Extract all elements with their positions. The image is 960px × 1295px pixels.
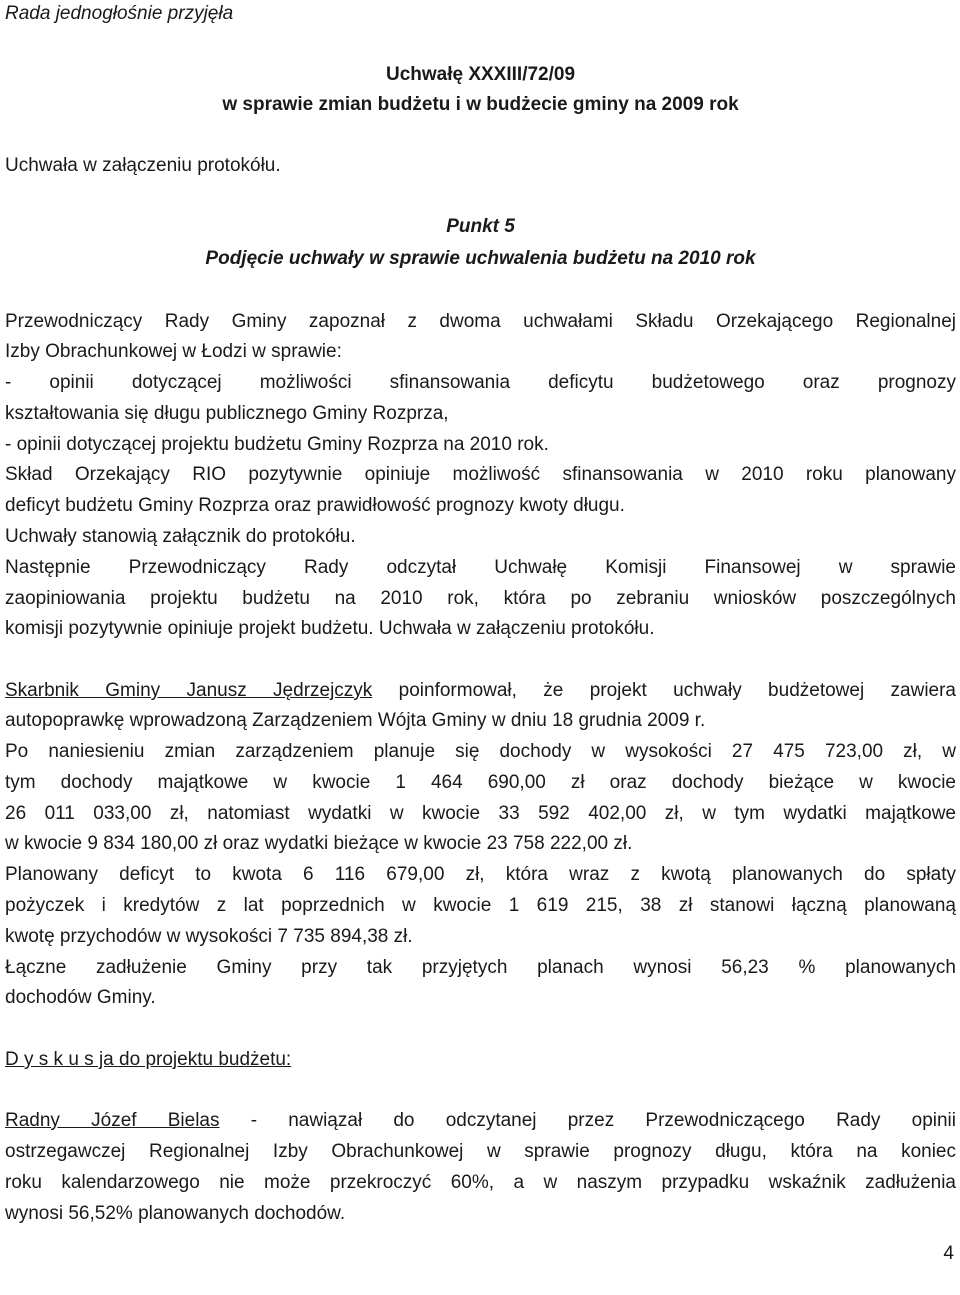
para2-line: kwotę przychodów w wysokości 7 735 894,38 zł. [5, 926, 413, 947]
discussion-heading: D y s k u s ja do projektu budżetu: [5, 1049, 292, 1070]
para1-line: Następnie Przewodniczący Rady odczytał Uchwałę Komisji Finansowej w sprawie [5, 557, 956, 578]
para3-line-rest: - nawiązał do odczytanej przez Przewodniczącego Rady opinii [219, 1110, 956, 1131]
para3-line: roku kalendarzowego nie może przekroczyć 60%, a w naszym przypadku wskaźnik zadłużenia [5, 1172, 956, 1193]
para2-line: 26 011 033,00 zł, natomiast wydatki w kwocie 33 592 402,00 zł, w tym wydatki majątkowe [5, 803, 956, 824]
para2-line: Planowany deficyt to kwota 6 116 679,00 zł, która wraz z kwotą planowanych do spłaty [5, 864, 956, 885]
para3-first-line [5, 1109, 956, 1133]
para2-line: w kwocie 9 834 180,00 zł oraz wydatki bieżące w kwocie 23 758 222,00 zł. [5, 833, 633, 854]
point-title: Podjęcie uchwały w sprawie uchwalenia budżetu na 2010 rok [205, 248, 756, 269]
para2-first-line [5, 679, 956, 703]
para2-line: autopoprawkę wprowadzoną Zarządzeniem Wójta Gminy w dniu 18 grudnia 2009 r. [5, 710, 706, 731]
para2-line: Łączne zadłużenie Gminy przy tak przyjętych planach wynosi 56,23 % planowanych [5, 957, 956, 978]
para2-line: Po naniesieniu zmian zarządzeniem planuje się dochody w wysokości 27 475 723,00 zł, w [5, 741, 956, 762]
attachment-note: Uchwała w załączeniu protokółu. [5, 155, 281, 176]
para1-line: Uchwały stanowią załącznik do protokółu. [5, 526, 356, 547]
para1-line: - opinii dotyczącej możliwości sfinansowania deficytu budżetowego oraz prognozy [5, 372, 956, 393]
para1-line: Izby Obrachunkowej w Łodzi w sprawie: [5, 341, 342, 362]
para1-line: komisji pozytywnie opiniuje projekt budżetu. Uchwała w załączeniu protokółu. [5, 618, 655, 639]
para1-line: Skład Orzekający RIO pozytywnie opiniuje możliwość sfinansowania w 2010 roku planowany [5, 464, 956, 485]
para3-line: ostrzegawczej Regionalnej Izby Obrachunkowej w sprawie prognozy długu, która na koniec [5, 1141, 956, 1162]
councillor-name: Radny Józef Bielas [5, 1110, 220, 1131]
para2-line: tym dochody majątkowe w kwocie 1 464 690,00 zł oraz dochody bieżące w kwocie [5, 772, 956, 793]
treasurer-name: Skarbnik Gminy Janusz Jędrzejczyk [5, 680, 373, 701]
resolution-subtitle: w sprawie zmian budżetu i w budżecie gminy na 2009 rok [222, 94, 739, 115]
para1-line: - opinii dotyczącej projektu budżetu Gminy Rozprza na 2010 rok. [5, 434, 549, 455]
para2-line: dochodów Gminy. [5, 987, 156, 1008]
resolution-title: Uchwałę XXXIII/72/09 [385, 64, 576, 85]
para1-line: kształtowania się długu publicznego Gminy Rozprza, [5, 403, 449, 424]
para1-line: Przewodniczący Rady Gminy zapoznał z dwoma uchwałami Składu Orzekającego Regionalnej [5, 311, 956, 332]
point-number: Punkt 5 [446, 216, 515, 237]
page-number: 4 [943, 1243, 954, 1264]
para2-line: pożyczek i kredytów z lat poprzednich w kwocie 1 619 215, 38 zł stanowi łączną planowaną [5, 895, 956, 916]
intro-line: Rada jednogłośnie przyjęła [5, 3, 234, 24]
para3-line: wynosi 56,52% planowanych dochodów. [5, 1203, 346, 1224]
para2-line-rest: poinformował, że projekt uchwały budżetowej zawiera [372, 680, 956, 701]
para1-line: zaopiniowania projektu budżetu na 2010 rok, która po zebraniu wniosków poszczególnych [5, 588, 956, 609]
para1-line: deficyt budżetu Gminy Rozprza oraz prawidłowość prognozy kwoty długu. [5, 495, 625, 516]
